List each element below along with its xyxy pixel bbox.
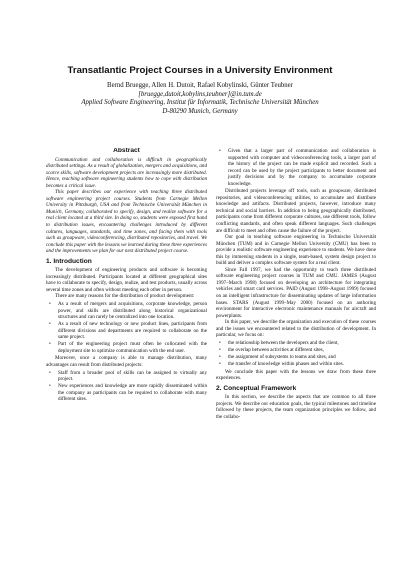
author-city: D-80290 Munich, Germany: [162, 107, 238, 115]
author-block: [20, 82, 380, 116]
bullet-icon: •: [219, 346, 221, 353]
bullet-icon: •: [49, 341, 51, 348]
intro-bullet-list-2: [46, 370, 207, 403]
body-paragraph: Our goal in teaching software engineering in Technische Universität München (TUM) and in Carnegie Mellon University (CMU) has been to provide a realistic software engineering experience to students. We have done this by immersing students in a single, team-based, system design project to build and deliver a complex software system for a real client.: [216, 234, 376, 267]
abstract-paragraph-2: This paper describes our experience with teaching three distributed software engineering project courses. Students from Carnegie Mellon University in Pittsburgh, USA and from Technische Universität München in Munich, Germany, collaborated to specify, design, and realize software for a real client located at a third site. In doing so, students were exposed first hand to distribution issues, encountering challenges introduced by different cultures, languages, standards, and time zones, and facing them with tools such as groupware, videoconferencing, distributed repositories, and travel. We conclude this paper with the lessons we learned during these three experiences and the improvements we plan for our next distributed project course.: [46, 189, 207, 255]
body-paragraph: In this paper, we describe the organization and execution of these courses and the issues we encountered related to the distribution of development. In particular, we focus on:: [216, 319, 376, 339]
list-item: • As a result of new technology or new product lines, participants from different divisions and departments are required to collaborate on the same project.: [49, 321, 207, 341]
intro-bullet-list-1: [46, 301, 207, 354]
author-emails: [bruegge,dutoit,kobylins,teubner]@in.tum.de: [138, 90, 262, 98]
bullet-icon: •: [219, 353, 221, 360]
section-heading-conceptual-framework: 2. Conceptual Framework: [216, 384, 297, 392]
list-item: • Staff from a broader pool of skills can be assigned to virtually any project.: [49, 369, 207, 383]
list-item: • the overlap between activities at different sites,: [219, 346, 324, 353]
abstract-paragraph-1: Communication and collaboration is difficult in geographically distributed settings. As a result of globalization, mergers and acquisitions, and scarce skills, software development projects are increasingly more distributed. Hence, teaching software engineering students how to cope with distribution becomes a critical issue.: [46, 156, 207, 189]
paper-title: Transatlantic Project Courses in a University Environment: [67, 65, 333, 76]
bullet-icon: •: [49, 369, 51, 376]
intro-paragraph-1: The development of engineering products and software is becoming increasingly distributed. Participants located at different geographical sites have to collaborate to specify, design, realize, and test products, usually across several time zones and often without meeting each other in person.: [46, 267, 207, 293]
continued-bullet-list: [216, 148, 376, 187]
list-item: • Part of the engineering project must often be collocated with the deployment site to optimize communication with the end user.: [49, 341, 207, 354]
bullet-icon: •: [219, 361, 221, 367]
bullet-icon: •: [49, 301, 51, 308]
abstract-body: [46, 157, 207, 255]
abstract-heading: Abstract: [113, 148, 140, 154]
focus-bullet-list: [216, 340, 376, 368]
list-item: • As a result of mergers and acquisitions, corporate knowledge, person power, and skills are distributed along historical organizational structures and can rarely be centralized into one location.: [49, 301, 207, 321]
intro-paragraph-2: There are many reasons for the distribution of product development:: [55, 293, 195, 300]
body-paragraph: We conclude this paper with the lessons we draw from these three experiences.: [216, 368, 376, 382]
list-item: • the assignment of subsystems to teams and sites, and: [219, 353, 336, 360]
section-heading-introduction: 1. Introduction: [46, 257, 92, 265]
bullet-icon: •: [219, 148, 221, 154]
author-affiliation: Applied Software Engineering, Institut für Informatik, Technische Universität München: [81, 99, 319, 107]
intro-paragraph-3: Moreover, once a company is able to manage distribution, many advantages can result from distributed projects:: [46, 355, 207, 368]
body-paragraph: Since Fall 1997, we had the opportunity to teach three distributed software engineering project courses in TUM and CMU. JAMES (August 1997–March 1998) focused on developing an architecture for integrating vehicles and smart card services. PAID (August 1998–August 1999) focused on an intelligent infrastructure for disseminating updates of large information bases. STARS (August 1999–May 2000) focused on an authoring environment for interactive electronic maintenance manuals for aircraft and powerplants.: [216, 266, 376, 319]
author-names: Bernd Bruegge, Allen H. Dutoit, Rafael Kobylinski, Günter Teubner: [107, 82, 293, 89]
body-paragraph: Distributed projects leverage off tools, such as groupware, distributed repositories, and videoconferencing utilities, to accumulate and distribute knowledge and artifacts. Distributed projects, however, introduce many technical and social barriers. In addition to being geographically distributed, participants come from different corporate cultures, use different tools, follow conflicting standards, and often speak different languages. Such challenges are difficult to meet and often cause the failure of the project.: [216, 188, 376, 234]
list-item: • the transfer of knowledge within phases and within sites.: [219, 361, 344, 367]
bullet-icon: •: [219, 339, 221, 346]
list-item: • the relationship between the developers and the client,: [219, 339, 339, 346]
list-item: • Given that a larger part of communication and collaboration is supported with computer and videoconferencing tools, a larger part of the history of the project can be made explicit and recorded. Such a record can be used by the project participants to better document and justify decisions and by the company to accumulate corporate knowledge.: [219, 148, 376, 187]
list-item: • New experiences and knowledge are more rapidly disseminated within the company as participants can be required to collaborate with many different sites.: [49, 383, 207, 403]
bullet-icon: •: [49, 383, 51, 390]
bullet-icon: •: [49, 321, 51, 328]
body-paragraph: In this section, we describe the aspects that are common to all three projects. We describe our education goals, the typical milestones and timeline followed by these projects, the team organization principles we follow, and the collabo-: [216, 394, 376, 420]
left-column: [46, 148, 207, 558]
right-column: [216, 148, 376, 558]
